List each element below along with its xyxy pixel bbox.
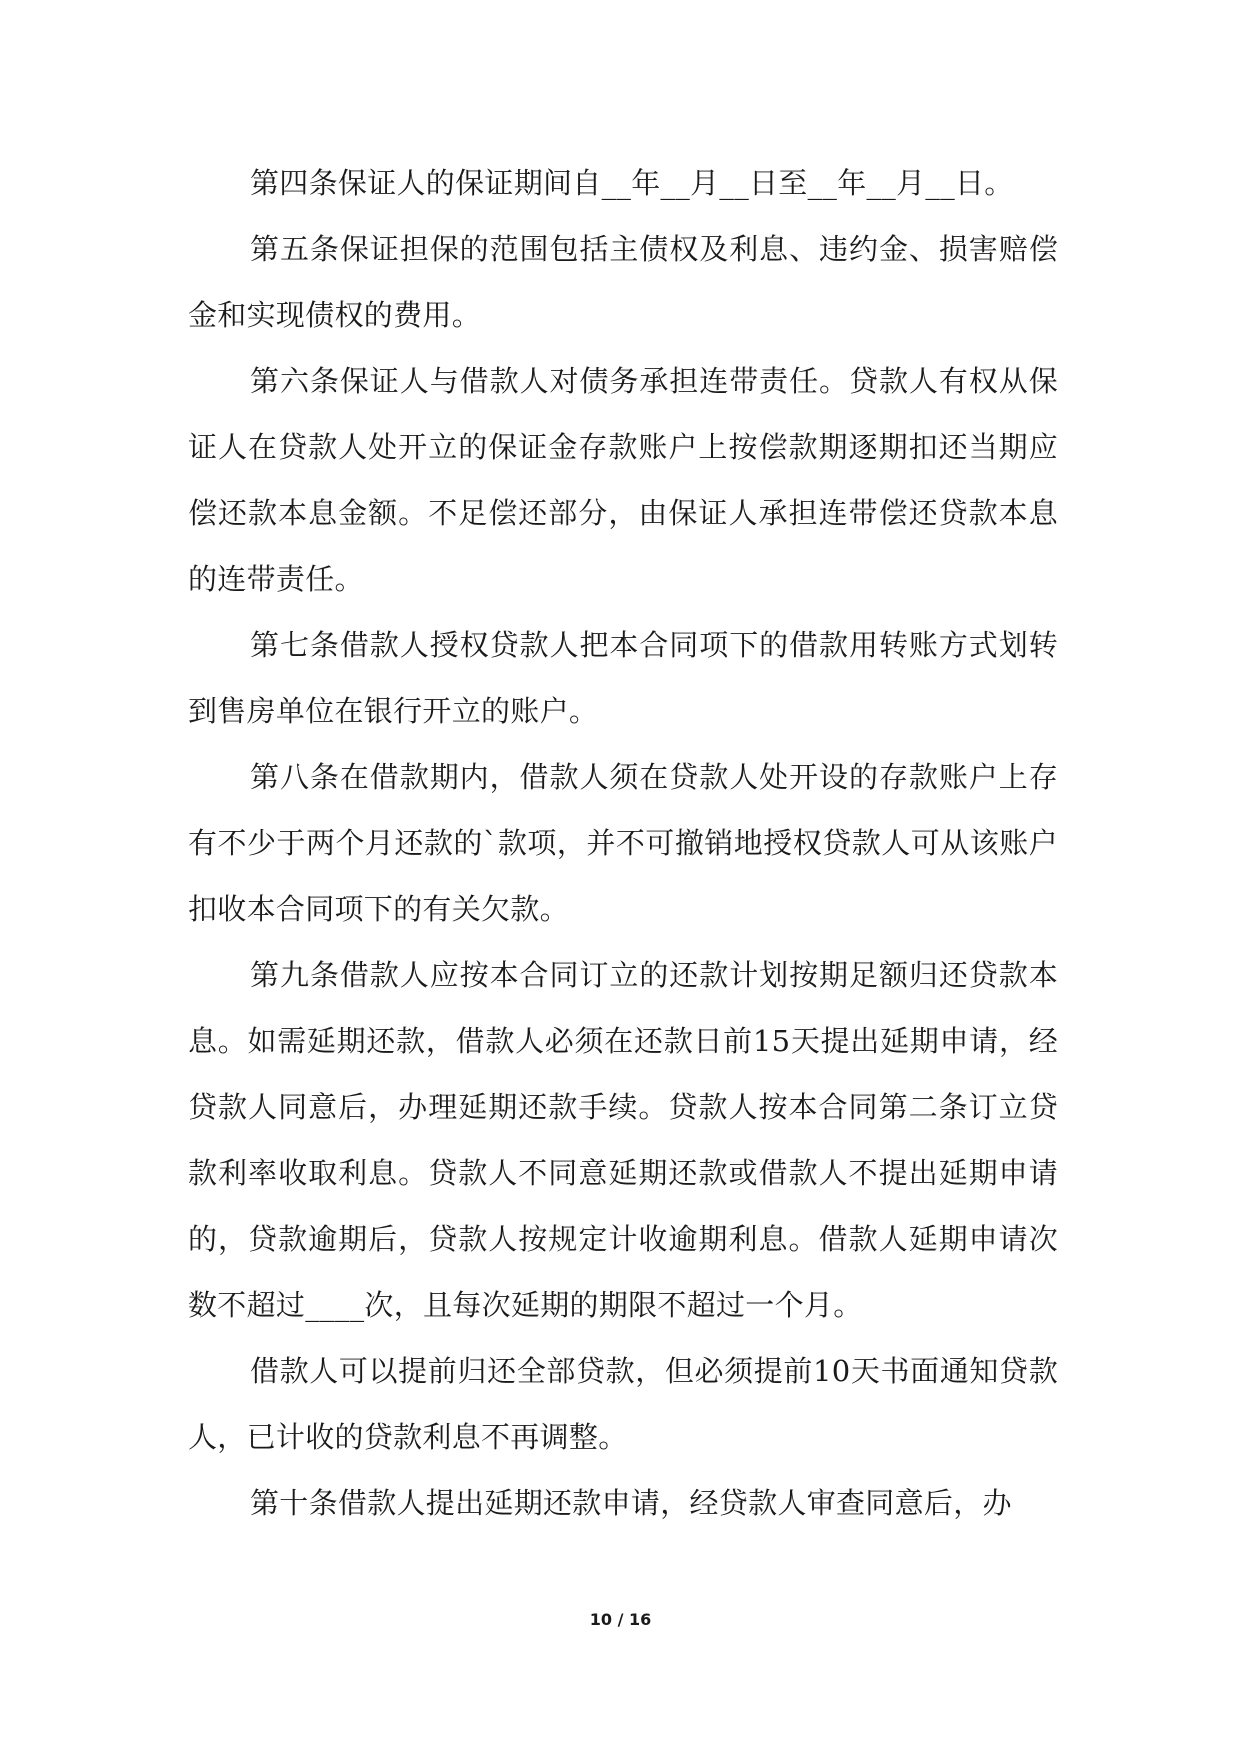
- clause-4-paragraph: 第四条保证人的保证期间自__年__月__日至__年__月__日。: [250, 166, 1014, 200]
- clause-10-paragraph: 第十条借款人提出延期还款申请，经贷款人审查同意后，办: [250, 1486, 1012, 1520]
- clause-9-paragraph: 第九条借款人应按本合同订立的还款计划按期足额归还贷款本息。如需延期还款，借款人必须在还款日前15天提出延期申请，经贷款人同意后，办理延期还款手续。贷款人按本合同第二条订立贷款利率收取利息。贷款人不同意延期还款或借款人不提出延期申请的，贷款逾期后，贷款人按规定计收逾期利息。借款人延期申请次数不超过____次，且每次延期的期限不超过一个月。: [188, 958, 1058, 1322]
- clause-6-paragraph: 第六条保证人与借款人对债务承担连带责任。贷款人有权从保证人在贷款人处开立的保证金存款账户上按偿款期逐期扣还当期应偿还款本息金额。不足偿还部分，由保证人承担连带偿还贷款本息的连带责任。: [188, 364, 1058, 596]
- clause-8-paragraph: 第八条在借款期内，借款人须在贷款人处开设的存款账户上存有不少于两个月还款的`款项，并不可撤销地授权贷款人可从该账户扣收本合同项下的有关欠款。: [188, 760, 1058, 926]
- clause-7-paragraph: 第七条借款人授权贷款人把本合同项下的借款用转账方式划转到售房单位在银行开立的账户。: [188, 628, 1058, 728]
- document-body: [188, 150, 1058, 1536]
- early-repayment-paragraph: 借款人可以提前归还全部贷款，但必须提前10天书面通知贷款人，已计收的贷款利息不再调整。: [188, 1354, 1058, 1454]
- page-number: 10 / 16: [589, 1610, 652, 1629]
- clause-5-paragraph: 第五条保证担保的范围包括主债权及利息、违约金、损害赔偿金和实现债权的费用。: [188, 232, 1058, 332]
